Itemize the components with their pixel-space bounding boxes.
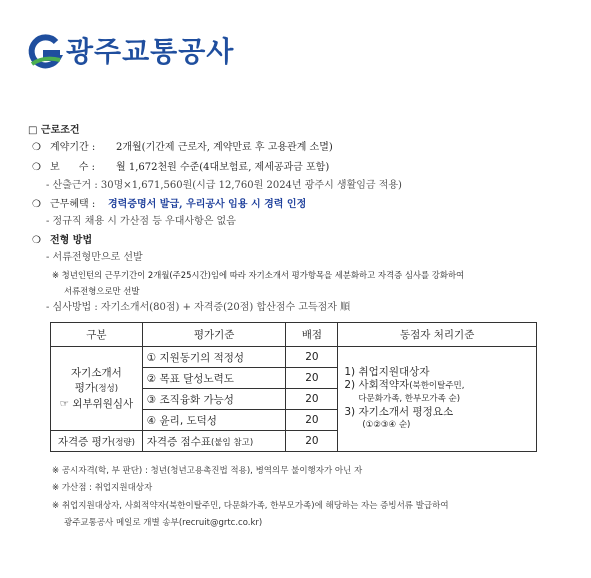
tie-rule-1: 1) 취업지원대상자 <box>344 366 430 378</box>
self-intro-line2: 평가 <box>74 381 95 394</box>
header-tiebreak: 동점자 처리기준 <box>338 323 537 347</box>
company-name: 광주교통공사 <box>66 35 235 68</box>
score-cell: 20 <box>286 389 338 410</box>
selection-line2: - 심사방법 : 자기소개서(80점) + 자격증(20점) 합산점수 고득점자 順 <box>46 302 351 313</box>
self-intro-line1: 자기소개서 <box>71 366 122 379</box>
bullet: ❍ <box>32 142 41 153</box>
header-criteria: 평가기준 <box>142 323 286 347</box>
note-documents: ※ 취업지원대상자, 사회적약자(북한이탈주민, 다문화가족, 한부모가족)에 해당하는 자는 증빙서류 발급하여 <box>52 501 449 511</box>
license-category <box>51 431 143 452</box>
contract-text: 2개월(기간제 근로자, 계약만료 후 고용관계 소멸) <box>116 142 333 153</box>
license-criterion <box>142 431 286 452</box>
note-email: 광주교통공사 메일로 개별 송부(recruit@grtc.co.kr) <box>64 518 263 528</box>
pay-detail: - 산출근거 : 30명×1,671,560원(시급 12,760원 2024년 광주시 생활임금 적용) <box>46 180 402 191</box>
header-category: 구분 <box>51 323 143 347</box>
score-cell: 20 <box>286 431 338 452</box>
criterion-cell: ④ 윤리, 도덕성 <box>142 410 286 431</box>
pay-text: 월 1,672천원 수준(4대보험료, 제세공과금 포함) <box>116 162 330 173</box>
tie-rule-3: 3) 자기소개서 평정요소 <box>344 406 454 418</box>
selection-label: 전형 방법 <box>50 235 93 246</box>
attachment-ref: (붙임 참고) <box>210 437 254 448</box>
criterion-cell: ② 목표 달성노력도 <box>142 368 286 389</box>
bullet: ❍ <box>32 199 41 210</box>
selection-note1: ※ 청년인턴의 근무기간이 2개월(주25시간)임에 따라 자기소개서 평가항목을 세분화하고 자격증 심사를 강화하여 <box>52 270 465 280</box>
table-header-row <box>51 323 537 347</box>
note-bonus: ※ 가산점 : 취업지원대상자 <box>52 483 153 493</box>
evaluation-table <box>50 322 537 452</box>
note-eligibility: ※ 공시자격(학, 부 판단) : 청년(청년고용촉진법 적용), 병역의무 불이행자가 아닌 자 <box>52 466 363 476</box>
company-logo <box>26 34 66 70</box>
selection-note2: 서류전형으로만 선발 <box>64 286 140 296</box>
pay-label: 보 수 : <box>50 162 95 173</box>
header-score: 배점 <box>286 323 338 347</box>
score-cell: 20 <box>286 347 338 368</box>
quantitative-tag: (정량) <box>111 437 135 448</box>
external-review: ☞ 외부위원심사 <box>59 397 134 410</box>
benefit-label: 근무혜택 : <box>50 199 96 210</box>
license-label: 자격증 평가 <box>57 435 112 448</box>
section-title: □ 근로조건 <box>28 125 80 136</box>
score-cell: 20 <box>286 410 338 431</box>
contract-label: 계약기간 : <box>50 142 96 153</box>
qualitative-tag: (정성) <box>95 383 119 394</box>
criterion-cell: ③ 조직융화 가능성 <box>142 389 286 410</box>
self-intro-category <box>51 347 143 431</box>
bullet: ❍ <box>32 235 41 246</box>
selection-line1: - 서류전형만으로 선발 <box>46 252 143 263</box>
tie-rule-2: 2) 사회적약자 <box>344 379 410 391</box>
license-criterion-text: 자격증 점수표 <box>146 435 211 448</box>
table-row <box>51 347 537 368</box>
tiebreak-cell <box>338 347 537 452</box>
score-cell: 20 <box>286 368 338 389</box>
benefit-detail: - 정규직 채용 시 가산점 등 우대사항은 없음 <box>46 216 236 227</box>
bullet: ❍ <box>32 162 41 173</box>
tie-rule-3-detail: (①②③④ 순) <box>362 420 411 430</box>
criterion-cell: ① 지원동기의 적정성 <box>142 347 286 368</box>
tie-rule-2-detail: (북한이탈주민, <box>409 381 465 391</box>
benefit-text: 경력증명서 발급, 우리공사 임용 시 경력 인정 <box>108 199 307 210</box>
tie-rule-2-detail-b: 다문화가족, 한부모가족 순) <box>358 394 461 404</box>
